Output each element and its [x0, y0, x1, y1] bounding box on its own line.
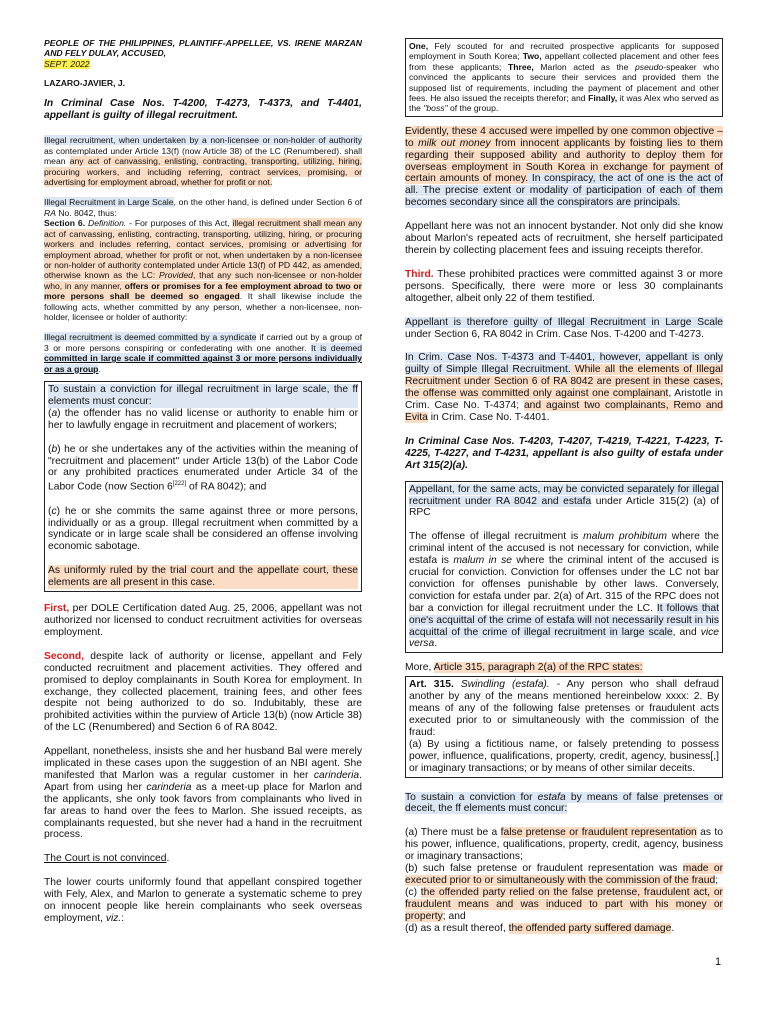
- not-bystander: Appellant here was not an innocent bystander. Not only did she know about Marlon's repeated acts of recruitment, she herself participated therein by collecting placement fees and issuing receipts therefor.: [405, 221, 723, 256]
- estafa-element-b: [405, 863, 723, 887]
- text-span: he or she commits the same against three or more persons, individually or as a group. Illegal recruitment when committed by a syndicate or in large scale shall be considered an offense involving economic sabotage.: [48, 505, 358, 553]
- highlight-span: made or executed prior to or simultaneously with the commission of the fraud: [405, 863, 723, 886]
- text-span: Two,: [522, 51, 542, 62]
- highlight-span: the offended party suffered damage: [508, 922, 672, 934]
- footnote-ref: [222]: [172, 481, 187, 488]
- text-span: as a meet-up place for Marlon and the applicants, she only took favors from complainants who lived in far areas to hand over the fees to Marlon. She issued receipts, as complainants requested, but she never had a hand in the recruitment process.: [44, 781, 362, 841]
- text-span: the offender has no valid license or authority to enable him or her to lawfully engage in recruitment and placement of workers;: [48, 407, 358, 431]
- point-label: First,: [44, 603, 70, 615]
- text-span: These prohibited practices were committed against 3 or more persons. Specifically, there were more or less 30 complainants altogether, albeit only 22 of them testified.: [405, 268, 723, 304]
- more-paragraph: [405, 662, 723, 674]
- text-span: -speaker who convinced the applicants to secure their services and provided them the supposed list of requirements, including the payment of placement and other fees. He also issued the receipts therefor; and: [409, 61, 719, 104]
- right-column: [405, 0, 723, 935]
- element-c: (c) he or she commits the same against three or more persons, individually or as a group. Illegal recruitment when committed by a syndicate or in large scale shall be considered an offense involving economic sabotage.: [48, 505, 358, 553]
- text-span: appellant collected placement and other fees from these applicants;: [409, 51, 720, 72]
- estafa-heading: In Criminal Case Nos. T-4203, T-4207, T-4219, T-4221, T-4223, T-4225, T-4227, and T-4231, appellant is also guilty of estafa under Art 315(2)(a).: [405, 435, 723, 471]
- article-315-item-a: (a) By using a fictitious name, or falsely pretending to possess power, influence, qualifications, property, credit, agency, business[,] or imaginary transactions; or by means of other similar deceits.: [409, 738, 719, 774]
- text-span: c: [51, 505, 57, 517]
- text-span: RA: [44, 207, 56, 218]
- illegal-recruitment-definition: [44, 135, 362, 187]
- highlight-span: estafa: [537, 791, 566, 803]
- text-span: of RA 8042); and: [186, 481, 267, 493]
- highlight-span: Illegal Recruitment in Large Scale: [44, 197, 174, 208]
- highlight-span: Evidently, these 4 accused were impelled by one common objective – to: [405, 125, 723, 149]
- highlight-span: It is deemed: [310, 342, 362, 353]
- text-span: per DOLE Certification dated Aug. 25, 2006, appellant was not authorized nor licensed to conduct recruitment activities for overseas employment.: [44, 603, 362, 638]
- large-scale-definition: [44, 197, 362, 322]
- text-span: . It shall likewise include the following acts, whether committed by any person, whether a non-licensee, non-holder, licensee or holder of authority:: [44, 291, 362, 322]
- third-point: [405, 269, 723, 305]
- ruling: As uniformly ruled by the trial court and the appellate court, these elements are all present in this case.: [48, 565, 358, 589]
- page-number: 1: [715, 956, 722, 968]
- text-span: carinderia: [146, 781, 192, 793]
- text-span: viz.: [105, 913, 122, 925]
- text-span: he or she undertakes any of the activities within the meaning of "recruitment and placement" under Article 13(b) of the Labor Code or any prohibited practices enumerated under Article 34 of the Labor Code (now Section 6: [48, 443, 358, 493]
- text-span: if carried out by a group of 3 or more persons conspiring or confederating with one another.: [44, 332, 362, 353]
- text-span: One,: [409, 41, 429, 51]
- highlight-span: the offended party relied on the false pretense, fraudulent act, or fraudulent means and was induced to part with his money or property: [405, 886, 723, 922]
- text-span: where the criminal intent of the accused is not necessary for conviction, while estafa is: [409, 531, 719, 567]
- point-label: Second,: [44, 650, 85, 662]
- estafa-box: [405, 481, 723, 654]
- text-span: Fely scouted for and recruited prospective applicants for supposed employment in South Korea;: [409, 41, 719, 62]
- elements-box: [44, 381, 362, 592]
- text-span: as contemplated under Article 13(f) (now Article 38) of the LC (Renumbered). shall mean: [44, 145, 362, 167]
- highlight-span: Appellant, for the same acts, may be convicted separately for illegal recruitment under RA 8042 and estafa: [409, 483, 719, 507]
- highlight-span: from innocent applicants by foisting lies to them regarding their supposed ability and authority to deploy them for overseas employment in South Korea in exchange for payment of certain amounts of money.: [405, 137, 723, 185]
- text-span: Art. 315.: [409, 679, 454, 691]
- lower-courts-finding: [44, 877, 362, 925]
- appellant-insists: [44, 746, 362, 841]
- case-date: SEPT. 2022: [44, 58, 90, 69]
- text-span: ;: [715, 874, 719, 886]
- first-point: [44, 603, 362, 639]
- highlight-span: milk out money: [418, 137, 491, 149]
- text-span: , on the other hand, is defined under Section 6 of: [173, 197, 362, 208]
- text-span: Definition.: [88, 218, 127, 229]
- text-span: , and: [672, 626, 701, 638]
- text-span: :: [121, 913, 125, 925]
- text-span: despite lack of authority or license, appellant and Fely conducted recruitment and placement activities. They offered and promised to deploy complainants in South Korea for employment. In exchange, they collected placement, training fees, and other fees despite not being authorized to do so. Indubitably, these are prohibited activities within the purview of Article 13(b) (now Article 38) of the LC (Renumbered) and Section 6 of RA 8042.: [44, 650, 362, 734]
- highlight-span: offers or promises for a fee employment abroad to two or more persons shall be deemed so engaged: [44, 280, 362, 302]
- case-caption: [44, 38, 362, 69]
- highlight-span: false pretense or fraudulent representation: [500, 827, 697, 839]
- section-label: Section 6.: [44, 218, 86, 229]
- point-label: Third.: [405, 268, 434, 280]
- text-span: pseudo: [635, 61, 664, 72]
- text-span: (d) as a result thereof,: [405, 922, 509, 934]
- text-span: vice versa: [409, 626, 719, 650]
- text-span: "boss": [423, 103, 448, 114]
- text-span: it was Alex who served as the: [409, 93, 719, 114]
- text-span: as to his power, influence, qualifications, property, credit, agency, business or imaginary transactions;: [405, 827, 723, 863]
- element-b: (b) he or she undertakes any of the activities within the meaning of "recruitment and placement" under Article 13(b) of the Labor Code or any prohibited practices enumerated under Article 34 of the Labor Code (now Section 6[222] of RA 8042); and: [48, 443, 358, 493]
- estafa-elements-intro: [405, 792, 723, 816]
- highlight-span: In conspiracy, the act of one is the act of all. The precise extent or modality of participation of each of them becomes secondary since all the conspirators are principals.: [405, 173, 723, 209]
- text-span: The offense of illegal recruitment is: [409, 531, 584, 543]
- text-span: Swindling (estafa).: [460, 679, 550, 691]
- text-span: under Article 315(2) (a) of RPC: [409, 495, 719, 519]
- text-span: Marlon acted as the: [533, 61, 635, 72]
- highlight-span: Provided: [159, 270, 193, 281]
- guilty-large-scale: [405, 317, 723, 341]
- simple-illegal-recruitment: [405, 352, 723, 423]
- holding-heading: In Criminal Case Nos. T-4200, T-4273, T-4373, and T-4401, appellant is guilty of illegal recruitment.: [44, 97, 362, 121]
- text-span: - Any person who shall defraud another by any of the means mentioned hereinbelow xxxx: 2. By means of any of the following false pretenses or fraudulent acts executed prior to or simultaneously with the commission of the fraud:: [409, 679, 719, 738]
- text-span: The Court is not convinced: [44, 853, 167, 865]
- estafa-element-c: [405, 887, 723, 923]
- article-315-text: [409, 679, 719, 739]
- text-span: .: [434, 638, 438, 650]
- text-span: (c): [405, 886, 421, 898]
- highlight-span: , that any such non-licensee or non-holder who, in any manner,: [44, 270, 362, 291]
- text-span: More,: [405, 662, 434, 674]
- text-span: malum prohibitum: [583, 531, 667, 543]
- text-span: The lower courts uniformly found that appellant conspired together with Fely, Alex, and Marlon to generate a systematic scheme to prey on innocent people like herein complainants who seek overseas employment,: [44, 877, 362, 925]
- text-span: malum in se: [453, 555, 512, 567]
- text-span: under Section 6, RA 8042 in Crim. Case Nos. T-4200 and T-4273.: [405, 328, 704, 340]
- estafa-element-a: [405, 827, 723, 863]
- separate-conviction: [409, 484, 719, 520]
- text-span: (a) There must be a: [405, 827, 501, 839]
- highlight-span: In Crim. Case Nos. T-4373 and T-4401, however, appellant is only guilty of Simple Illegal Recruitment.: [405, 352, 723, 376]
- conspiracy-paragraph: [405, 126, 723, 209]
- text-span: b: [51, 443, 58, 455]
- acts-text: [409, 41, 719, 114]
- estafa-element-d: [405, 923, 723, 935]
- text-span: .: [98, 363, 101, 374]
- highlight-span: and against two complainants, Remo and Evita: [405, 400, 723, 423]
- left-column: [44, 0, 362, 925]
- highlight-span: To sustain a conviction for: [405, 791, 538, 803]
- text-span: .: [671, 922, 675, 934]
- element-a: (a) the offender has no valid license or authority to enable him or her to lawfully engage in recruitment and placement of workers;: [48, 407, 358, 431]
- text-span: Finally,: [588, 93, 618, 104]
- text-span: - For purposes of this Act,: [126, 218, 233, 229]
- second-point: [44, 651, 362, 734]
- highlight-span: illegal recruitment shall mean any act of canvassing, enlisting, contracting, transporting, utilizing, hiring, or procuring workers and includes referring, contact services, promising or advertising for employment abroad, whether for profit or not, when undertaken by a non-licensee or non-holder of authority contemplated under Article 13(f) of PD 442, as amended, otherwise known as the LC:: [44, 218, 363, 281]
- syndicate-paragraph: [44, 332, 362, 374]
- text-span: carinderia: [313, 769, 360, 781]
- text-span: of the group.: [447, 103, 499, 114]
- highlight-span: Appellant is therefore guilty of Illegal Recruitment in Large Scale: [405, 316, 723, 328]
- text-span: in Crim. Case No. T-4401.: [427, 411, 550, 423]
- text-span: , Aristotle in Crim. Case No. T-4374;: [405, 388, 723, 412]
- text-span: Three,: [508, 61, 534, 72]
- highlight-span: committed in large scale if committed against 3 or more persons individually or as a group: [44, 353, 362, 374]
- text-span: ; and: [442, 910, 466, 922]
- case-title: PEOPLE OF THE PHILIPPINES, PLAINTIFF-APPELLEE, VS. IRENE MARZAN AND FELY DULAY, ACCUSED,: [44, 38, 362, 59]
- acts-box: [405, 38, 723, 117]
- highlight-span: Article 315, paragraph 2(a) of the RPC states:: [433, 662, 643, 674]
- malum-paragraph: [409, 531, 719, 650]
- text-span: Appellant, nonetheless, insists she and her husband Bal were merely implicated in these cases upon the suggestion of an NBI agent. She manifested that Marlon was a regular customer in her: [44, 746, 362, 781]
- highlight-span: It follows that one's acquittal of the crime of estafa will not necessarily result in his acquittal of the crime of illegal recruitment in large scale: [409, 602, 719, 638]
- highlight-span: Illegal recruitment is deemed committed by a syndicate: [44, 332, 257, 343]
- court-not-convinced: The Court is not convinced.: [44, 853, 170, 865]
- highlight-span: Illegal recruitment, when undertaken by a non-licensee or non-holder of authority: [44, 135, 362, 146]
- elements-intro: To sustain a conviction for illegal recruitment in large scale, the ff elements must concur:: [48, 383, 358, 407]
- ponente: LAZARO-JAVIER, J.: [44, 78, 126, 89]
- highlight-span: While all the elements of Illegal Recruitment under Section 6 of RA 8042 are present in these cases, the offense was committed only against one complainant: [405, 364, 723, 400]
- text-span: . Apart from using her: [44, 769, 362, 793]
- highlight-span: any act of canvassing, enlisting, contracting, transporting, utilizing, hiring, procuring workers, and including referring, contract services, promising, or advertising for employment abroad, whether for profit or not.: [44, 156, 362, 188]
- text-span: No. 8042, thus:: [55, 207, 117, 218]
- article-315-box: [405, 676, 723, 777]
- highlight-span: by means of false pretenses or deceit, the ff elements must concur:: [405, 791, 723, 815]
- text-span: (b) such false pretense or fraudulent representation was: [405, 863, 683, 875]
- text-span: a: [51, 407, 58, 419]
- text-span: where the criminal intent of the accused is crucial for conviction. Conviction for offenses under the LC not bar conviction for offenses punishable by other laws. Conversely, conviction for estafa under par. 2(a) of Art. 315 of the RPC does not bar a conviction for illegal recruitment under the LC.: [409, 555, 719, 614]
